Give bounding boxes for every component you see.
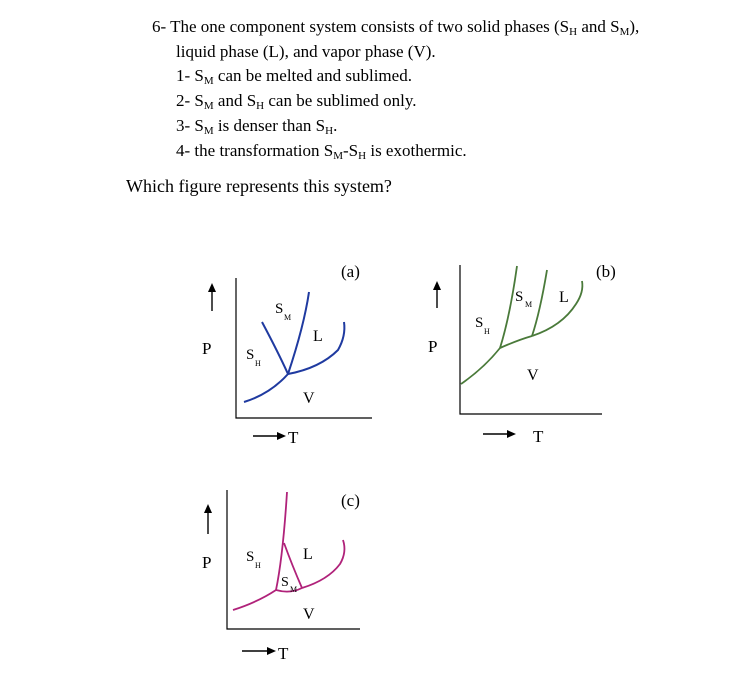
figure-a-temperature-arrowhead [277,432,286,440]
figure-b-pressure-label: P [428,337,438,356]
figure-a-transition-curve [262,322,288,374]
figure-b-vapor: V [527,367,539,384]
figure-a-label: (a) [341,262,360,281]
question-line-2: liquid phase (L), and vapor phase (V). [176,42,436,61]
figure-c-liquid: L [303,546,313,563]
figure-b-transition-curve [500,266,517,348]
figure-c-temperature-label: T [278,644,289,663]
figure-c [202,490,360,663]
figure-a-curves [244,292,344,402]
statement-2: 2- $S_M$ and $S_H$ can be sublimed only. [176,91,417,112]
svg-text:H: H [255,359,261,368]
figure-c-label: (c) [341,491,360,510]
figure-b [428,262,616,446]
figure-c-pressure-arrowhead [204,504,212,513]
question-number: 6- [152,17,167,36]
figure-b-solid-m: S [515,289,524,305]
svg-text:H: H [484,327,490,336]
figure-a-sublimation-curve [244,374,288,402]
figure-a-liquid: L [313,328,323,345]
figure-c-solid-m: S [281,575,289,590]
figure-b-fusion-curve [532,270,547,336]
figure-b-sublimation-curve [461,336,532,384]
figure-c-vapor: V [303,606,315,623]
figure-b-pressure-arrowhead [433,281,441,290]
figure-b-label: (b) [596,262,616,281]
figure-b-axes [460,265,602,414]
figure-c-lower-boundary-curve [276,588,302,592]
svg-text:M: M [525,300,533,309]
figure-b-liquid: L [559,289,569,306]
figure-a [202,262,372,447]
figure-b-temperature-label: T [533,427,544,446]
question-prompt: Which figure represents this system? [126,176,392,196]
statement-4: 4- the transformation $S_M-S_H$ is exothermic. [176,141,467,162]
svg-text:H: H [255,561,261,570]
figure-c-solid-h: S [246,549,255,565]
svg-text:M: M [290,585,298,594]
question-line-1: 6- The one component system consists of two solid phases ($S_H$ and $S_M$), [152,17,640,38]
svg-text:M: M [284,313,292,322]
figure-a-pressure-arrowhead [208,283,216,292]
figure-b-temperature-arrowhead [507,430,516,438]
figure-a-temperature-label: T [288,428,299,447]
figure-b-solid-h: S [475,315,484,331]
figure-a-fusion-curve [288,292,309,374]
figure-a-solid-h: S [246,347,255,363]
figure-a-solid-m: S [275,301,284,317]
figure-a-pressure-label: P [202,339,212,358]
figure-a-vapor: V [303,390,315,407]
figure-c-pressure-label: P [202,553,212,572]
statement-1: 1- $S_M$ can be melted and sublimed. [176,66,412,87]
statement-3: 3- $S_M$ is denser than $S_H$. [176,116,338,137]
figure-c-temperature-arrowhead [267,647,276,655]
figure-c-sublimation-curve [233,590,276,610]
